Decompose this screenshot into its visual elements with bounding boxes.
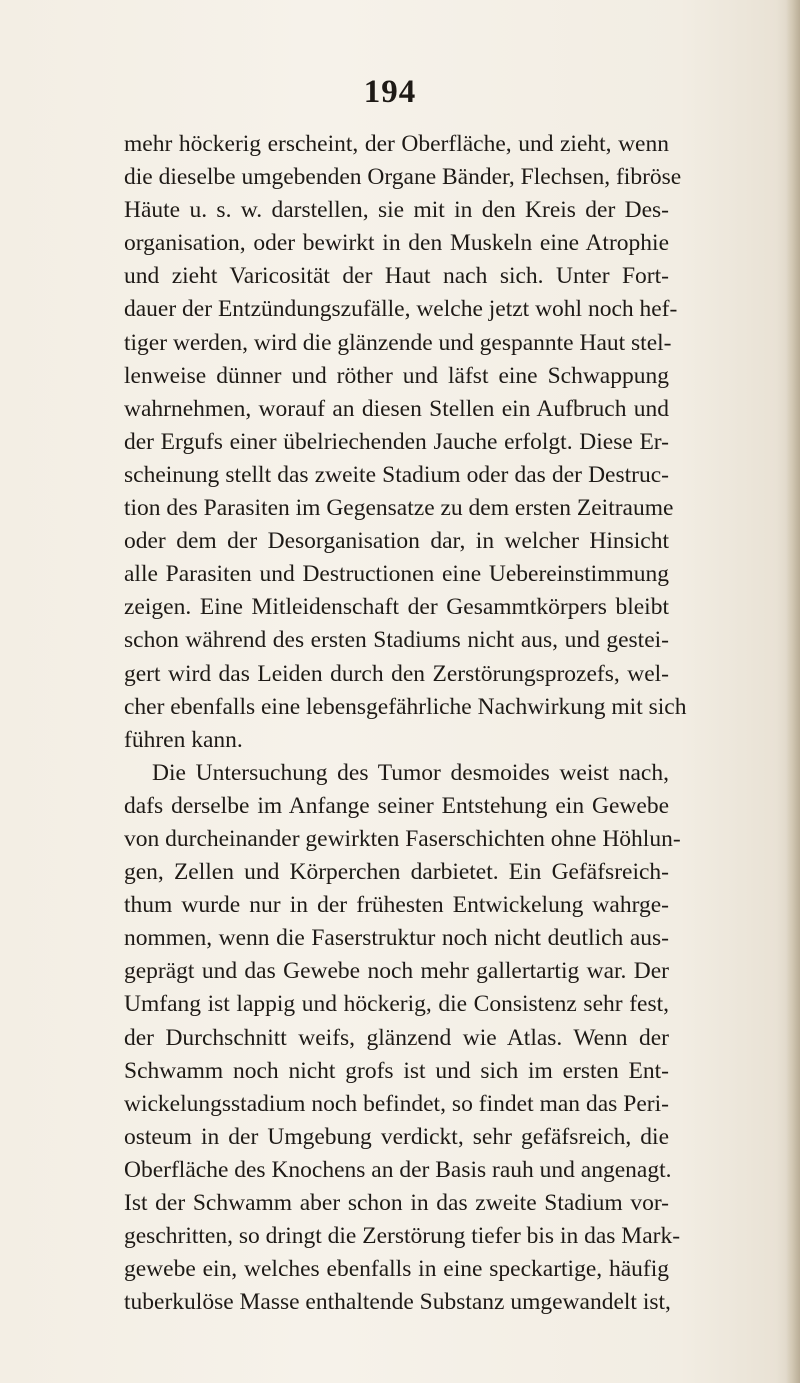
text-line: Schwamm noch nicht grofs ist und sich im ersten Ent- <box>124 1057 669 1084</box>
text-line: schon während des ersten Stadiums nicht aus, und gestei- <box>124 627 669 654</box>
text-line: von durcheinander gewirkten Faserschichten ohne Höhlun- <box>124 825 681 852</box>
text-line: thum wurde nur in der frühesten Entwickelung wahrge- <box>124 892 669 919</box>
text-line: gert wird das Leiden durch den Zerstörungsprozefs, wel- <box>124 660 669 687</box>
text-line: die dieselbe umgebenden Organe Bänder, Flechsen, fibröse <box>124 164 682 191</box>
text-line: wickelungsstadium noch befindet, so findet man das Peri- <box>124 1090 669 1117</box>
text-line: geprägt und das Gewebe noch mehr gallertartig war. Der <box>124 958 669 985</box>
text-line: gen, Zellen und Körperchen darbietet. Ein Gefäfsreich- <box>124 859 669 886</box>
text-line: wahrnehmen, worauf an diesen Stellen ein Aufbruch und <box>124 395 669 422</box>
text-line: der Durchschnitt weifs, glänzend wie Atlas. Wenn der <box>124 1024 669 1051</box>
text-line: Ist der Schwamm aber schon in das zweite Stadium vor- <box>124 1190 669 1216</box>
text-line: tuberkulöse Masse enthaltende Substanz umgewandelt ist, <box>124 1289 671 1316</box>
text-line: gewebe ein, welches ebenfalls in eine speckartige, häufig <box>124 1256 669 1283</box>
text-line: Häute u. s. w. darstellen, sie mit in den Kreis der Des- <box>124 197 669 224</box>
text-line: tiger werden, wird die glänzende und gespannte Haut stel- <box>124 329 672 356</box>
text-line: Oberfläche des Knochens an der Basis rauh und angenagt. <box>124 1156 672 1183</box>
text-line: der Ergufs einer übelriechenden Jauche erfolgt. Diese Er- <box>124 428 669 455</box>
text-line: oder dem der Desorganisation dar, in welcher Hinsicht <box>124 528 669 555</box>
text-line: Umfang ist lappig und höckerig, die Consistenz sehr fest, <box>124 991 669 1018</box>
text-line: mehr höckerig erscheint, der Oberfläche, und zieht, wenn <box>124 131 669 157</box>
text-line: lenweise dünner und röther und läfst eine Schwappung <box>124 362 669 389</box>
text-line: dauer der Entzündungszufälle, welche jetzt wohl noch hef- <box>124 296 678 323</box>
text-line: osteum in der Umgebung verdickt, sehr gefäfsreich, die <box>124 1123 669 1150</box>
text-line: cher ebenfalls eine lebensgefährliche Nachwirkung mit sich <box>124 693 687 720</box>
text-line: Die Untersuchung des Tumor desmoides weist nach, <box>152 759 669 786</box>
page-number: 194 <box>363 74 417 110</box>
text-line: organisation, oder bewirkt in den Muskeln eine Atrophie <box>124 230 669 257</box>
text-line: scheinung stellt das zweite Stadium oder das der Destruc- <box>124 461 669 488</box>
text-line: geschritten, so dringt die Zerstörung tiefer bis in das Mark- <box>124 1223 681 1250</box>
body-text <box>124 128 687 1319</box>
text-line: dafs derselbe im Anfange seiner Entstehung ein Gewebe <box>124 792 669 819</box>
text-line: tion des Parasiten im Gegensatze zu dem ersten Zeitraume <box>124 495 674 522</box>
text-line: und zieht Varicosität der Haut nach sich. Unter Fort- <box>124 263 669 290</box>
text-line: nommen, wenn die Faserstruktur noch nicht deutlich aus- <box>124 925 669 952</box>
text-line: zeigen. Eine Mitleidenschaft der Gesammtkörpers bleibt <box>124 594 669 621</box>
page-edge <box>786 0 800 1383</box>
text-line: alle Parasiten und Destructionen eine Uebereinstimmung <box>124 561 669 588</box>
text-line: führen kann. <box>124 726 243 753</box>
